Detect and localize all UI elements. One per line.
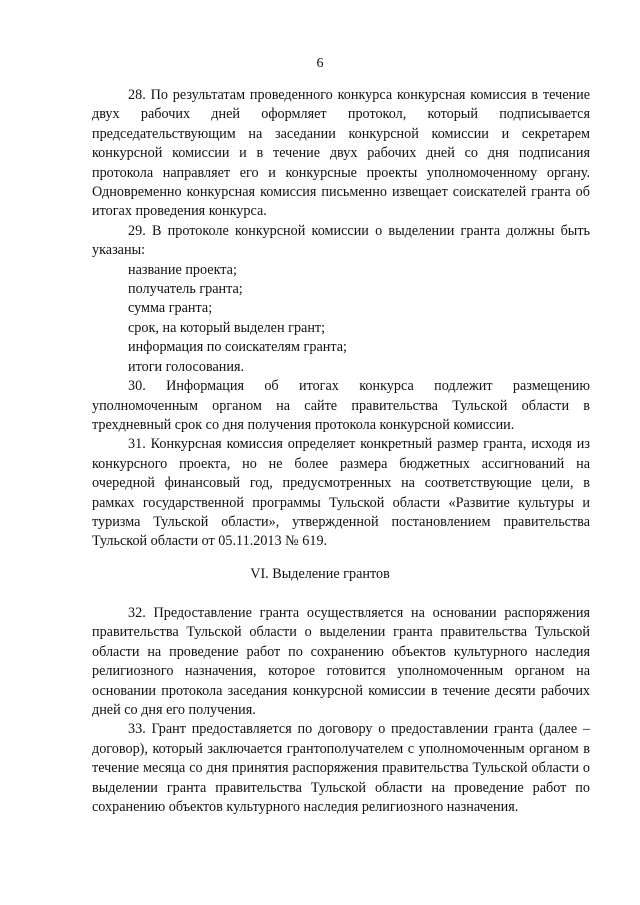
paragraph-31: 31. Конкурсная комиссия определяет конкретный размер гранта, исходя из конкурсного проекта, но не более размера бюджетных ассигнований на очередной финансовый год, предусмотренных на соответствующие цели, в рамках государственной программы Тульской области «Развитие культуры и туризма Тульской области», утвержденной постановлением правительства Тульской области от 05.11.2013 № 619. (92, 436, 590, 550)
text-block-competition-results (92, 86, 590, 552)
paragraph-33: 33. Грант предоставляется по договору о предоставлении гранта (далее – договор), который заключается грантополучателем с уполномоченным органом в течение месяца со дня принятия распоряжения правительства Тульской области о выделении гранта правительства Тульской области на проведение работ по сохранению объектов культурного наследия религиозного назначения. (92, 721, 590, 816)
paragraph-32: 32. Предоставление гранта осуществляется на основании распоряжения правительства Тульской области о выделении гранта правительства Тульской области на проведение работ по сохранению объектов культурного наследия религиозного назначения, которое готовится уполномоченным органом на основании протокола заседания конкурсной комиссии в течение десяти рабочих дней со дня его получения. (92, 605, 590, 719)
text-block-grant-allocation (92, 604, 590, 817)
list-item: сумма гранта; (128, 300, 213, 317)
paragraph-29: 29. В протоколе конкурсной комиссии о выделении гранта должны быть указаны: (92, 222, 590, 259)
page-number: 6 (316, 56, 324, 71)
list-item: срок, на который выделен грант; (128, 319, 326, 336)
paragraph-28: 28. По результатам проведенного конкурса конкурсная комиссия в течение двух рабочих дней оформляет протокол, который подписывается председательствующим на заседании конкурсной комиссии и секретарем конкурсной комиссии и в течение двух рабочих дней со дня подписания протокола направляет его и конкурсные проекты уполномоченному органу. Одновременно конкурсная комиссия письменно извещает соискателей гранта об итогах проведения конкурса. (92, 87, 590, 220)
paragraph-30: 30. Информация об итогах конкурса подлежит размещению уполномоченным органом на сайте правительства Тульской области в трехдневный срок со дня получения протокола конкурсной комиссии. (92, 378, 590, 433)
section-heading: VI. Выделение грантов (250, 566, 390, 582)
list-item: название проекта; (128, 261, 237, 278)
list-item: информация по соискателям гранта; (128, 339, 347, 356)
list-item: получатель гранта; (128, 281, 243, 298)
list-item: итоги голосования. (128, 358, 245, 375)
